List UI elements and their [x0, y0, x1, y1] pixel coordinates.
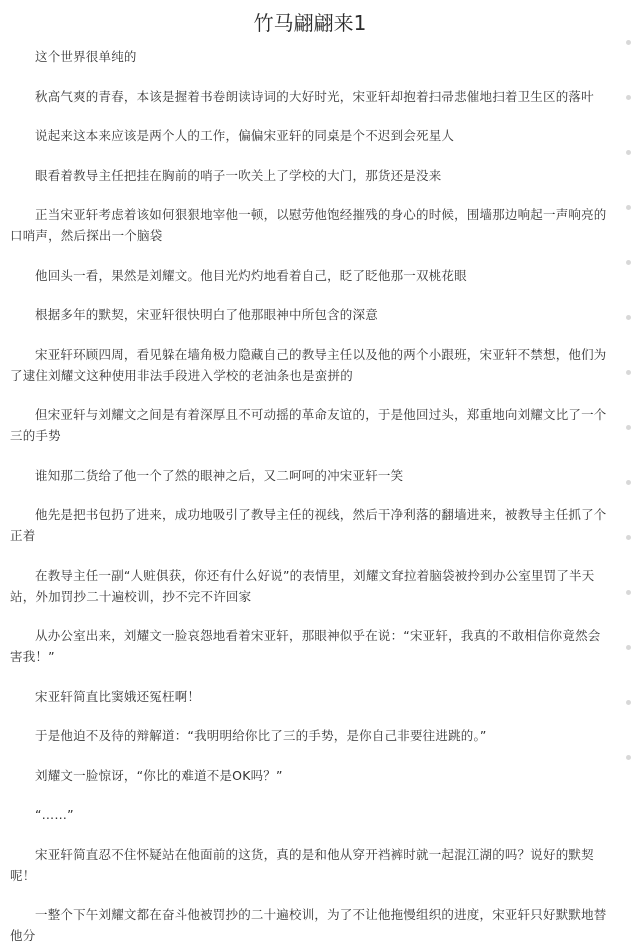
paragraph: 秋高气爽的青春，本该是握着书卷朗读诗词的大好时光，宋亚轩却抱着扫帚悲催地扫着卫生区的落叶 — [35, 88, 594, 104]
paragraph: 他回头一看，果然是刘耀文。他目光灼灼地看着自己，眨了眨他那一双桃花眼 — [35, 267, 467, 283]
paragraph: 正当宋亚轩考虑着该如何狠狠地宰他一顿，以慰劳他饱经摧残的身心的时候，围墙那边响起一声响亮的口哨声，然后探出一个脑袋 — [10, 207, 607, 243]
scroll-dot — [626, 150, 631, 155]
scroll-dot — [626, 700, 631, 705]
document-title: 竹马翩翩来1 — [253, 11, 367, 35]
paragraph: 宋亚轩简直忍不住怀疑站在他面前的这货，真的是和他从穿开裆裤时就一起混江湖的吗？说好的默契呢！ — [10, 846, 594, 883]
paragraph: 刘耀文一脸惊讶，“你比的难道不是OK吗？” — [35, 767, 283, 783]
paragraph: 眼看着教导主任把挂在胸前的哨子一吹关上了学校的大门，那货还是没来 — [35, 167, 442, 183]
paragraph: 说起来这本来应该是两个人的工作，偏偏宋亚轩的同桌是个不迟到会死星人 — [35, 128, 455, 143]
paragraph: 于是他迫不及待的辩解道：“我明明给你比了三的手势，是你自己非要往进跳的。” — [35, 728, 487, 743]
scroll-dot — [626, 315, 631, 320]
scroll-dot — [626, 425, 631, 430]
paragraph: 在教导主任一副“人赃俱获，你还有什么好说”的表情里，刘耀文耷拉着脑袋被拎到办公室里罚了半天站，外加罚抄二十遍校训，抄不完不许回家 — [10, 567, 595, 604]
paragraph: 但宋亚轩与刘耀文之间是有着深厚且不可动摇的革命友谊的，于是他回过头，郑重地向刘耀文比了一个三的手势 — [10, 407, 607, 443]
scroll-dot — [626, 480, 631, 485]
paragraph: 他先是把书包扔了进来，成功地吸引了教导主任的视线，然后干净利落的翻墙进来，被教导主任抓了个正着 — [10, 507, 607, 543]
paragraph: “……” — [35, 807, 74, 822]
paragraph: 这个世界很单纯的 — [35, 49, 137, 64]
paragraph: 谁知那二货给了他一个了然的眼神之后，又二呵呵的冲宋亚轩一笑 — [35, 467, 404, 483]
scroll-dot — [626, 260, 631, 265]
scroll-dot — [626, 40, 631, 45]
paragraph: 从办公室出来，刘耀文一脸哀怨地看着宋亚轩，那眼神似乎在说：“宋亚轩，我真的不敢相信你竟然会害我！” — [10, 628, 601, 664]
scroll-dot — [626, 205, 631, 210]
paragraph: 宋亚轩简直比窦娥还冤枉啊！ — [35, 688, 201, 704]
paragraph: 宋亚轩环顾四周，看见躲在墙角极力隐藏自己的教导主任以及他的两个小跟班，宋亚轩不禁想，他们为了逮住刘耀文这种使用非法手段进入学校的老油条也是蛮拼的 — [10, 346, 607, 383]
paragraph: 根据多年的默契，宋亚轩很快明白了他那眼神中所包含的深意 — [35, 307, 378, 322]
page-scroll-indicator — [626, 40, 632, 810]
scroll-dot — [626, 645, 631, 650]
scroll-dot — [626, 370, 631, 375]
scroll-dot — [626, 535, 631, 540]
scroll-dot — [626, 95, 631, 100]
scroll-dot — [626, 755, 631, 760]
scroll-dot — [626, 590, 631, 595]
paragraph: 一整个下午刘耀文都在奋斗他被罚抄的二十遍校训，为了不让他拖慢组织的进度，宋亚轩只好默默地替他分 — [10, 907, 607, 943]
document-body — [10, 46, 610, 946]
